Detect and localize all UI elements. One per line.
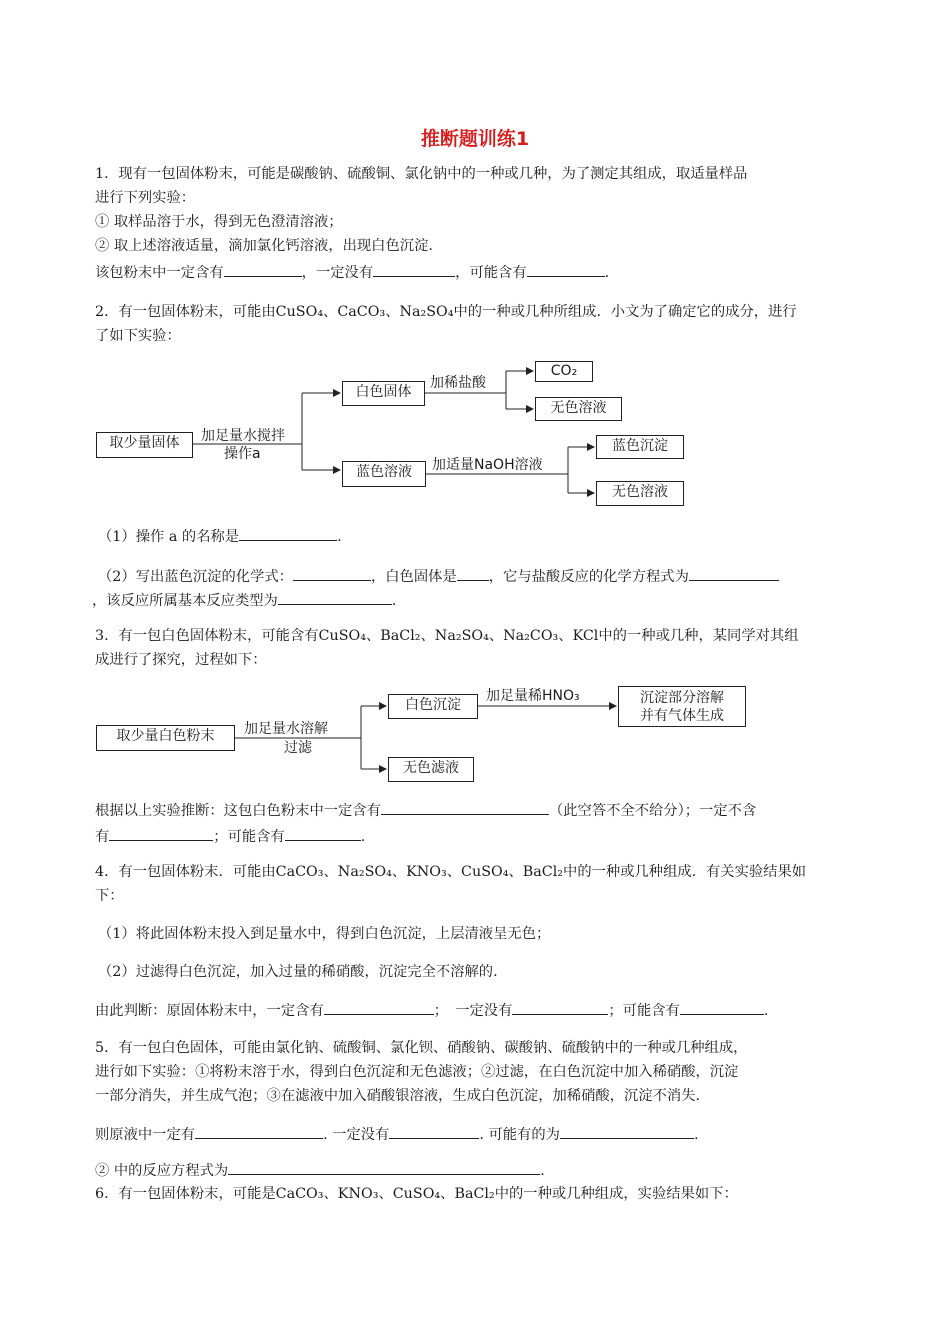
q2-part-2-prompt: （2）写出蓝色沉淀的化学式：	[98, 569, 293, 585]
page-title: 推断题训练1	[420, 128, 530, 150]
q2-part-1-prompt: （1）操作 a 的名称是	[98, 529, 240, 545]
q4-line-2: 下：	[95, 888, 124, 904]
q2-part-2-equation-prompt: ，它与盐酸反应的化学方程式为	[488, 569, 689, 585]
q4-blank-possible[interactable]	[680, 1000, 764, 1015]
q2-part-2-period: .	[391, 593, 397, 609]
q5-line-1: 5．有一包白色固体，可能由氯化钠、硫酸铜、氯化钡、硝酸钠、碳酸钠、硫酸钠中的一种或几种组成，	[95, 1040, 748, 1056]
q5-line-2: 进行如下实验：①将粉末溶于水，得到白色沉淀和无色滤液；②过滤，在白色沉淀中加入稀硝酸，沉淀	[95, 1064, 739, 1080]
q2-add-naoh-label: 加适量NaOH溶液	[432, 457, 543, 473]
q2-colorless-box-2: 无色溶液	[596, 481, 684, 506]
q3-line-1: 3．有一包白色固体粉末，可能含有CuSO₄、BaCl₂、Na₂SO₄、Na₂CO₃、KCl中的一种或几种，某同学对其组	[95, 628, 799, 644]
q5-blank-contains[interactable]	[195, 1124, 323, 1139]
q5-equation-period: .	[540, 1163, 545, 1179]
q5-blank-absent[interactable]	[389, 1124, 479, 1139]
q2-blank-reaction-type[interactable]	[278, 590, 392, 605]
q3-absent-prompt: 有	[95, 829, 110, 845]
q3-blank-absent[interactable]	[109, 826, 213, 841]
q3-result-line-2: 并有气体生成	[640, 708, 724, 724]
q3-blank-contains[interactable]	[381, 800, 549, 815]
q4-absent-prompt: ； 一定没有	[433, 1003, 513, 1019]
q5-line-3: 一部分消失，并生成气泡；③在滤液中加入硝酸银溶液，生成白色沉淀，加稀硝酸，沉淀不消失.	[95, 1088, 701, 1104]
q2-reaction-type-prompt: ，该反应所属基本反应类型为	[92, 593, 278, 609]
q3-op1b-label: 过滤	[284, 740, 312, 756]
q1-prompt-contains: 该包粉末中一定含有	[95, 265, 224, 281]
q5-equation-prompt: ② 中的反应方程式为	[95, 1163, 229, 1179]
q3-white-ppt-box: 白色沉淀	[388, 694, 478, 719]
q1-period: .	[604, 265, 610, 281]
q3-line-2: 成进行了探究，过程如下：	[95, 652, 267, 668]
q3-filtrate-box: 无色滤液	[388, 757, 474, 782]
q2-add-hcl-label: 加稀盐酸	[430, 375, 486, 391]
q2-blank-formula[interactable]	[293, 566, 371, 581]
q3-conclusion-2	[95, 826, 365, 847]
q1-line-1: 1．现有一包固体粉末，可能是碳酸钠、硫酸铜、氯化钠中的一种或几种，为了测定其组成，取适量样品	[95, 166, 748, 182]
q5-blank-possible[interactable]	[560, 1124, 694, 1139]
q2-blank-equation[interactable]	[689, 566, 779, 581]
q1-step-2: ② 取上述溶液适量，滴加氯化钙溶液，出现白色沉淀.	[95, 238, 433, 254]
q5-absent-prompt: . 一定没有	[323, 1127, 390, 1143]
q4-possible-prompt: ；可能含有	[608, 1003, 680, 1019]
q6-line-1: 6．有一包固体粉末，可能是CaCO₃、KNO₃、CuSO₄、BaCl₂中的一种或几种组成，实验结果如下：	[95, 1186, 738, 1202]
q2-start-box: 取少量固体	[96, 432, 193, 458]
q2-op1-label: 加足量水搅拌	[201, 428, 285, 444]
q5-conclusion-2	[95, 1160, 545, 1181]
q2-blue-ppt-box: 蓝色沉淀	[596, 435, 684, 459]
q5-period: .	[693, 1127, 699, 1143]
q4-part-1: （1）将此固体粉末投入到足量水中，得到白色沉淀，上层清液呈无色；	[98, 926, 551, 942]
q5-possible-prompt: . 可能有的为	[479, 1127, 560, 1143]
q5-conclusion-1	[95, 1124, 698, 1145]
q4-blank-contains[interactable]	[324, 1000, 434, 1015]
q3-note: （此空答不全不给分）；一定不含	[548, 803, 757, 819]
q2-part-1-period: .	[337, 529, 342, 545]
q2-blank-white-solid[interactable]	[457, 566, 489, 581]
q4-blank-absent[interactable]	[512, 1000, 608, 1015]
q3-period: .	[360, 829, 366, 845]
q2-blue-solution-box: 蓝色溶液	[342, 461, 426, 487]
q3-contains-prompt: 根据以上实验推断：这包白色粉末中一定含有	[95, 803, 381, 819]
q2-op1b-label: 操作a	[224, 446, 261, 462]
q2-part-1	[98, 526, 342, 547]
q3-result-line-1: 沉淀部分溶解	[640, 690, 724, 706]
q2-part-2	[98, 566, 779, 587]
q4-conclusion	[95, 1000, 768, 1021]
q1-step-1: ① 取样品溶于水，得到无色澄清溶液；	[95, 214, 343, 230]
q2-part-2-cont	[92, 590, 396, 611]
q3-add-hno3-label: 加足量稀HNO₃	[486, 688, 580, 704]
q4-contains-prompt: 由此判断：原固体粉末中，一定含有	[95, 1003, 324, 1019]
q5-blank-equation[interactable]	[228, 1160, 540, 1175]
q2-blank-operation[interactable]	[239, 526, 337, 541]
q3-op1-label: 加足量水溶解	[244, 721, 328, 737]
q3-result-box	[618, 686, 746, 727]
q4-part-2: （2）过滤得白色沉淀，加入过量的稀硝酸，沉淀完全不溶解的.	[98, 964, 498, 980]
q2-part-2-white-prompt: ，白色固体是	[370, 569, 457, 585]
q5-contains-prompt: 则原液中一定有	[95, 1127, 196, 1143]
q2-line-1: 2．有一包固体粉末，可能由CuSO₄、CaCO₃、Na₂SO₄中的一种或几种所组成．小文为了确定它的成分，进行	[95, 304, 797, 320]
q2-line-2: 了如下实验：	[95, 328, 181, 344]
q4-period: .	[763, 1003, 769, 1019]
q3-blank-possible[interactable]	[285, 826, 361, 841]
q2-co2-box: CO₂	[535, 361, 593, 382]
q2-white-solid-box: 白色固体	[342, 381, 425, 406]
q3-start-box: 取少量白色粉末	[96, 725, 235, 751]
q2-colorless-box-1: 无色溶液	[535, 397, 622, 421]
q1-prompt-possible: ，可能含有	[455, 265, 527, 281]
q3-possible-prompt: ；可能含有	[213, 829, 285, 845]
q1-prompt-absent: ，一定没有	[301, 265, 374, 281]
q1-line-2: 进行下列实验：	[95, 190, 196, 206]
q3-conclusion-1	[95, 800, 756, 821]
q4-line-1: 4．有一包固体粉末．可能由CaCO₃、Na₂SO₄、KNO₃、CuSO₄、BaCl₂中的一种或几种组成．有关实验结果如	[95, 864, 807, 880]
